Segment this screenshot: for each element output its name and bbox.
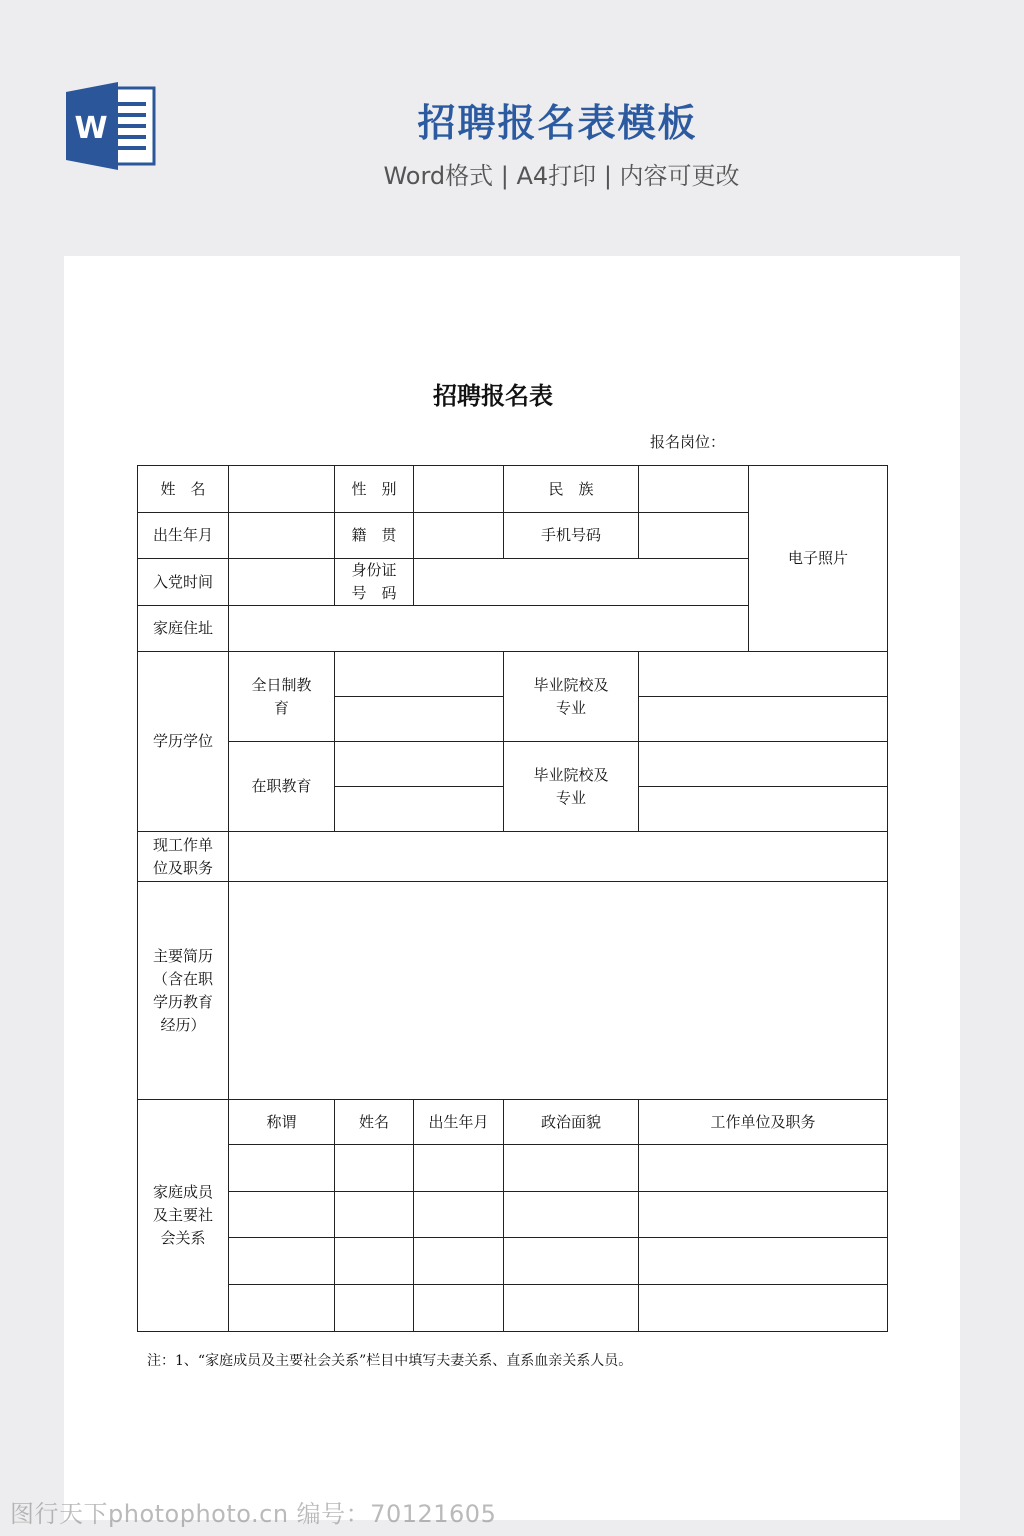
inservice-school-field[interactable] bbox=[639, 742, 888, 787]
photo-label: 电子照片 bbox=[787, 549, 848, 567]
family-cell[interactable] bbox=[414, 1192, 504, 1238]
native-place-field[interactable] bbox=[414, 513, 504, 559]
family-cell[interactable] bbox=[335, 1238, 414, 1285]
fulltime-major-field[interactable] bbox=[639, 697, 888, 742]
ethnicity-label: 民 族 bbox=[504, 466, 639, 513]
fulltime-degree-field[interactable] bbox=[335, 652, 504, 697]
registration-form-table bbox=[137, 465, 888, 1332]
family-cell[interactable] bbox=[639, 1238, 888, 1285]
document-page bbox=[64, 256, 960, 1520]
resume-label-line4: 经历） bbox=[160, 1015, 206, 1034]
resume-label-line1: 主要简历 bbox=[152, 946, 213, 965]
page-title: 招聘报名表模板 bbox=[417, 101, 698, 145]
native-place-label: 籍 贯 bbox=[335, 513, 414, 559]
family-cell[interactable] bbox=[639, 1285, 888, 1332]
family-header-name: 姓名 bbox=[335, 1100, 414, 1145]
inservice-major-field[interactable] bbox=[639, 787, 888, 832]
name-field[interactable] bbox=[229, 466, 335, 513]
watermark: 图行天下photophoto.cn 编号：70121605 bbox=[10, 1500, 497, 1528]
inservice-school-label bbox=[504, 742, 639, 832]
inservice-degree-field-2[interactable] bbox=[335, 787, 504, 832]
id-label-line2: 号 码 bbox=[351, 584, 397, 602]
inservice-education-label: 在职教育 bbox=[229, 742, 335, 832]
gender-field[interactable] bbox=[414, 466, 504, 513]
family-cell[interactable] bbox=[504, 1285, 639, 1332]
family-label-line3: 会关系 bbox=[160, 1229, 206, 1247]
id-label-line1: 身份证 bbox=[351, 561, 397, 579]
family-cell[interactable] bbox=[639, 1145, 888, 1192]
party-date-label: 入党时间 bbox=[138, 559, 229, 606]
fulltime-degree-field-2[interactable] bbox=[335, 697, 504, 742]
family-label bbox=[138, 1100, 229, 1332]
resume-field[interactable] bbox=[229, 882, 888, 1100]
family-header-birth: 出生年月 bbox=[414, 1100, 504, 1145]
phone-label: 手机号码 bbox=[504, 513, 639, 559]
fulltime-label-line1: 全日制教 bbox=[251, 675, 312, 694]
party-date-field[interactable] bbox=[229, 559, 335, 606]
fulltime-education-label bbox=[229, 652, 335, 742]
resume-label-line2: （含在职 bbox=[152, 969, 213, 988]
inservice-degree-field[interactable] bbox=[335, 742, 504, 787]
family-cell[interactable] bbox=[229, 1192, 335, 1238]
family-cell[interactable] bbox=[229, 1238, 335, 1285]
family-cell[interactable] bbox=[414, 1285, 504, 1332]
photo-cell[interactable] bbox=[749, 466, 888, 652]
family-cell[interactable] bbox=[229, 1285, 335, 1332]
family-header-work: 工作单位及职务 bbox=[639, 1100, 888, 1145]
school-label-line2: 专业 bbox=[555, 698, 586, 717]
family-header-relation: 称谓 bbox=[229, 1100, 335, 1145]
school-label-line1: 毕业院校及 bbox=[533, 675, 609, 694]
resume-label bbox=[138, 882, 229, 1100]
id-number-label bbox=[335, 559, 414, 606]
birth-label: 出生年月 bbox=[138, 513, 229, 559]
position-label: 报名岗位： bbox=[650, 433, 726, 451]
current-work-label bbox=[138, 832, 229, 882]
work-label-line1: 现工作单 bbox=[152, 835, 213, 854]
school-label-line1: 毕业院校及 bbox=[533, 765, 609, 784]
phone-field[interactable] bbox=[639, 513, 749, 559]
fulltime-school-label bbox=[504, 652, 639, 742]
family-cell[interactable] bbox=[335, 1192, 414, 1238]
page-subtitle: Word格式 | A4打印 | 内容可更改 bbox=[383, 162, 740, 190]
school-label-line2: 专业 bbox=[555, 788, 586, 807]
id-number-field[interactable] bbox=[414, 559, 749, 606]
family-cell[interactable] bbox=[504, 1192, 639, 1238]
work-label-line2: 位及职务 bbox=[152, 858, 213, 877]
word-icon-letter: W bbox=[74, 111, 108, 146]
address-field[interactable] bbox=[229, 606, 749, 652]
family-header-political: 政治面貌 bbox=[504, 1100, 639, 1145]
family-cell[interactable] bbox=[414, 1238, 504, 1285]
footnote: 注：1、“家庭成员及主要社会关系”栏目中填写夫妻关系、直系血亲关系人员。 bbox=[147, 1353, 633, 1369]
gender-label: 性 别 bbox=[335, 466, 414, 513]
family-label-line1: 家庭成员 bbox=[152, 1183, 213, 1201]
resume-label-line3: 学历教育 bbox=[152, 992, 213, 1011]
education-label: 学历学位 bbox=[138, 652, 229, 832]
family-cell[interactable] bbox=[414, 1145, 504, 1192]
name-label: 姓 名 bbox=[138, 466, 229, 513]
family-label-line2: 及主要社 bbox=[152, 1206, 213, 1224]
address-label: 家庭住址 bbox=[138, 606, 229, 652]
fulltime-label-line2: 育 bbox=[273, 698, 289, 717]
fulltime-school-field[interactable] bbox=[639, 652, 888, 697]
family-cell[interactable] bbox=[504, 1238, 639, 1285]
document-title: 招聘报名表 bbox=[433, 381, 553, 410]
family-cell[interactable] bbox=[229, 1145, 335, 1192]
ethnicity-field[interactable] bbox=[639, 466, 749, 513]
current-work-field[interactable] bbox=[229, 832, 888, 882]
family-cell[interactable] bbox=[335, 1285, 414, 1332]
birth-field[interactable] bbox=[229, 513, 335, 559]
family-cell[interactable] bbox=[639, 1192, 888, 1238]
family-cell[interactable] bbox=[335, 1145, 414, 1192]
family-cell[interactable] bbox=[504, 1145, 639, 1192]
